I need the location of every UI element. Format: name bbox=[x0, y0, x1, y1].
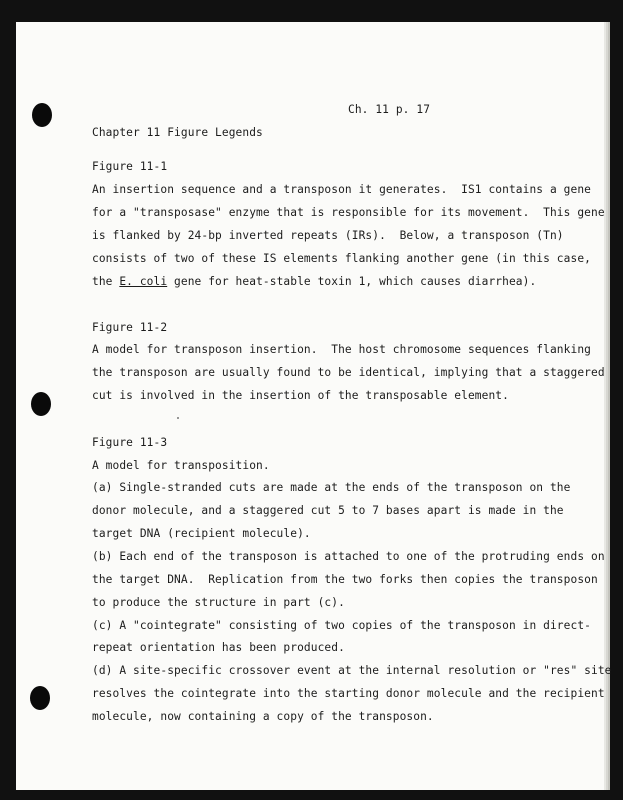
figure-11-1-line: for a "transposase" enzyme that is responsible for its movement. This gene bbox=[92, 206, 605, 219]
figure-11-1-line: An insertion sequence and a transposon it generates. IS1 contains a gene bbox=[92, 183, 591, 196]
figure-11-3-line: repeat orientation has been produced. bbox=[92, 641, 345, 654]
line-suffix: gene for heat-stable toxin 1, which causes diarrhea). bbox=[167, 275, 537, 288]
figure-11-2-line: cut is involved in the insertion of the transposable element. bbox=[92, 389, 509, 402]
figure-11-3-line: to produce the structure in part (c). bbox=[92, 596, 345, 609]
binder-hole-bottom bbox=[30, 686, 50, 710]
figure-11-3-line: molecule, now containing a copy of the transposon. bbox=[92, 710, 434, 723]
figure-11-1-line: consists of two of these IS elements flanking another gene (in this case, bbox=[92, 252, 591, 265]
figure-11-1-line: is flanked by 24-bp inverted repeats (IRs). Below, a transposon (Tn) bbox=[92, 229, 564, 242]
species-name: E. coli bbox=[119, 275, 168, 288]
figure-11-3-line: the target DNA. Replication from the two forks then copies the transposon bbox=[92, 573, 598, 586]
binder-hole-middle bbox=[31, 392, 51, 416]
figure-11-3-line: (a) Single-stranded cuts are made at the ends of the transposon on the bbox=[92, 481, 571, 494]
figure-11-3-line: donor molecule, and a staggered cut 5 to 7 bases apart is made in the bbox=[92, 504, 564, 517]
figure-11-3-line: resolves the cointegrate into the starting donor molecule and the recipient bbox=[92, 687, 605, 700]
figure-11-3-line: (c) A "cointegrate" consisting of two copies of the transposon in direct- bbox=[92, 619, 591, 632]
page-number-label: Ch. 11 p. 17 bbox=[348, 103, 431, 116]
figure-11-1-heading: Figure 11-1 bbox=[92, 160, 168, 173]
chapter-title: Chapter 11 Figure Legends bbox=[92, 126, 263, 139]
figure-11-3-heading: Figure 11-3 bbox=[92, 436, 168, 449]
figure-11-2-heading: Figure 11-2 bbox=[92, 321, 168, 334]
figure-11-3-line: (d) A site-specific crossover event at the internal resolution or "res" site bbox=[92, 664, 612, 677]
binder-hole-top bbox=[32, 103, 52, 127]
paper-speck bbox=[177, 417, 179, 419]
figure-11-2-line: A model for transposon insertion. The host chromosome sequences flanking bbox=[92, 343, 591, 356]
figure-11-3-line: (b) Each end of the transposon is attached to one of the protruding ends on bbox=[92, 550, 605, 563]
figure-11-1-line-last bbox=[92, 275, 536, 288]
figure-11-3-line: A model for transposition. bbox=[92, 459, 270, 472]
figure-11-3-line: target DNA (recipient molecule). bbox=[92, 527, 311, 540]
figure-11-2-line: the transposon are usually found to be identical, implying that a staggered bbox=[92, 366, 605, 379]
line-prefix: the bbox=[92, 275, 120, 288]
